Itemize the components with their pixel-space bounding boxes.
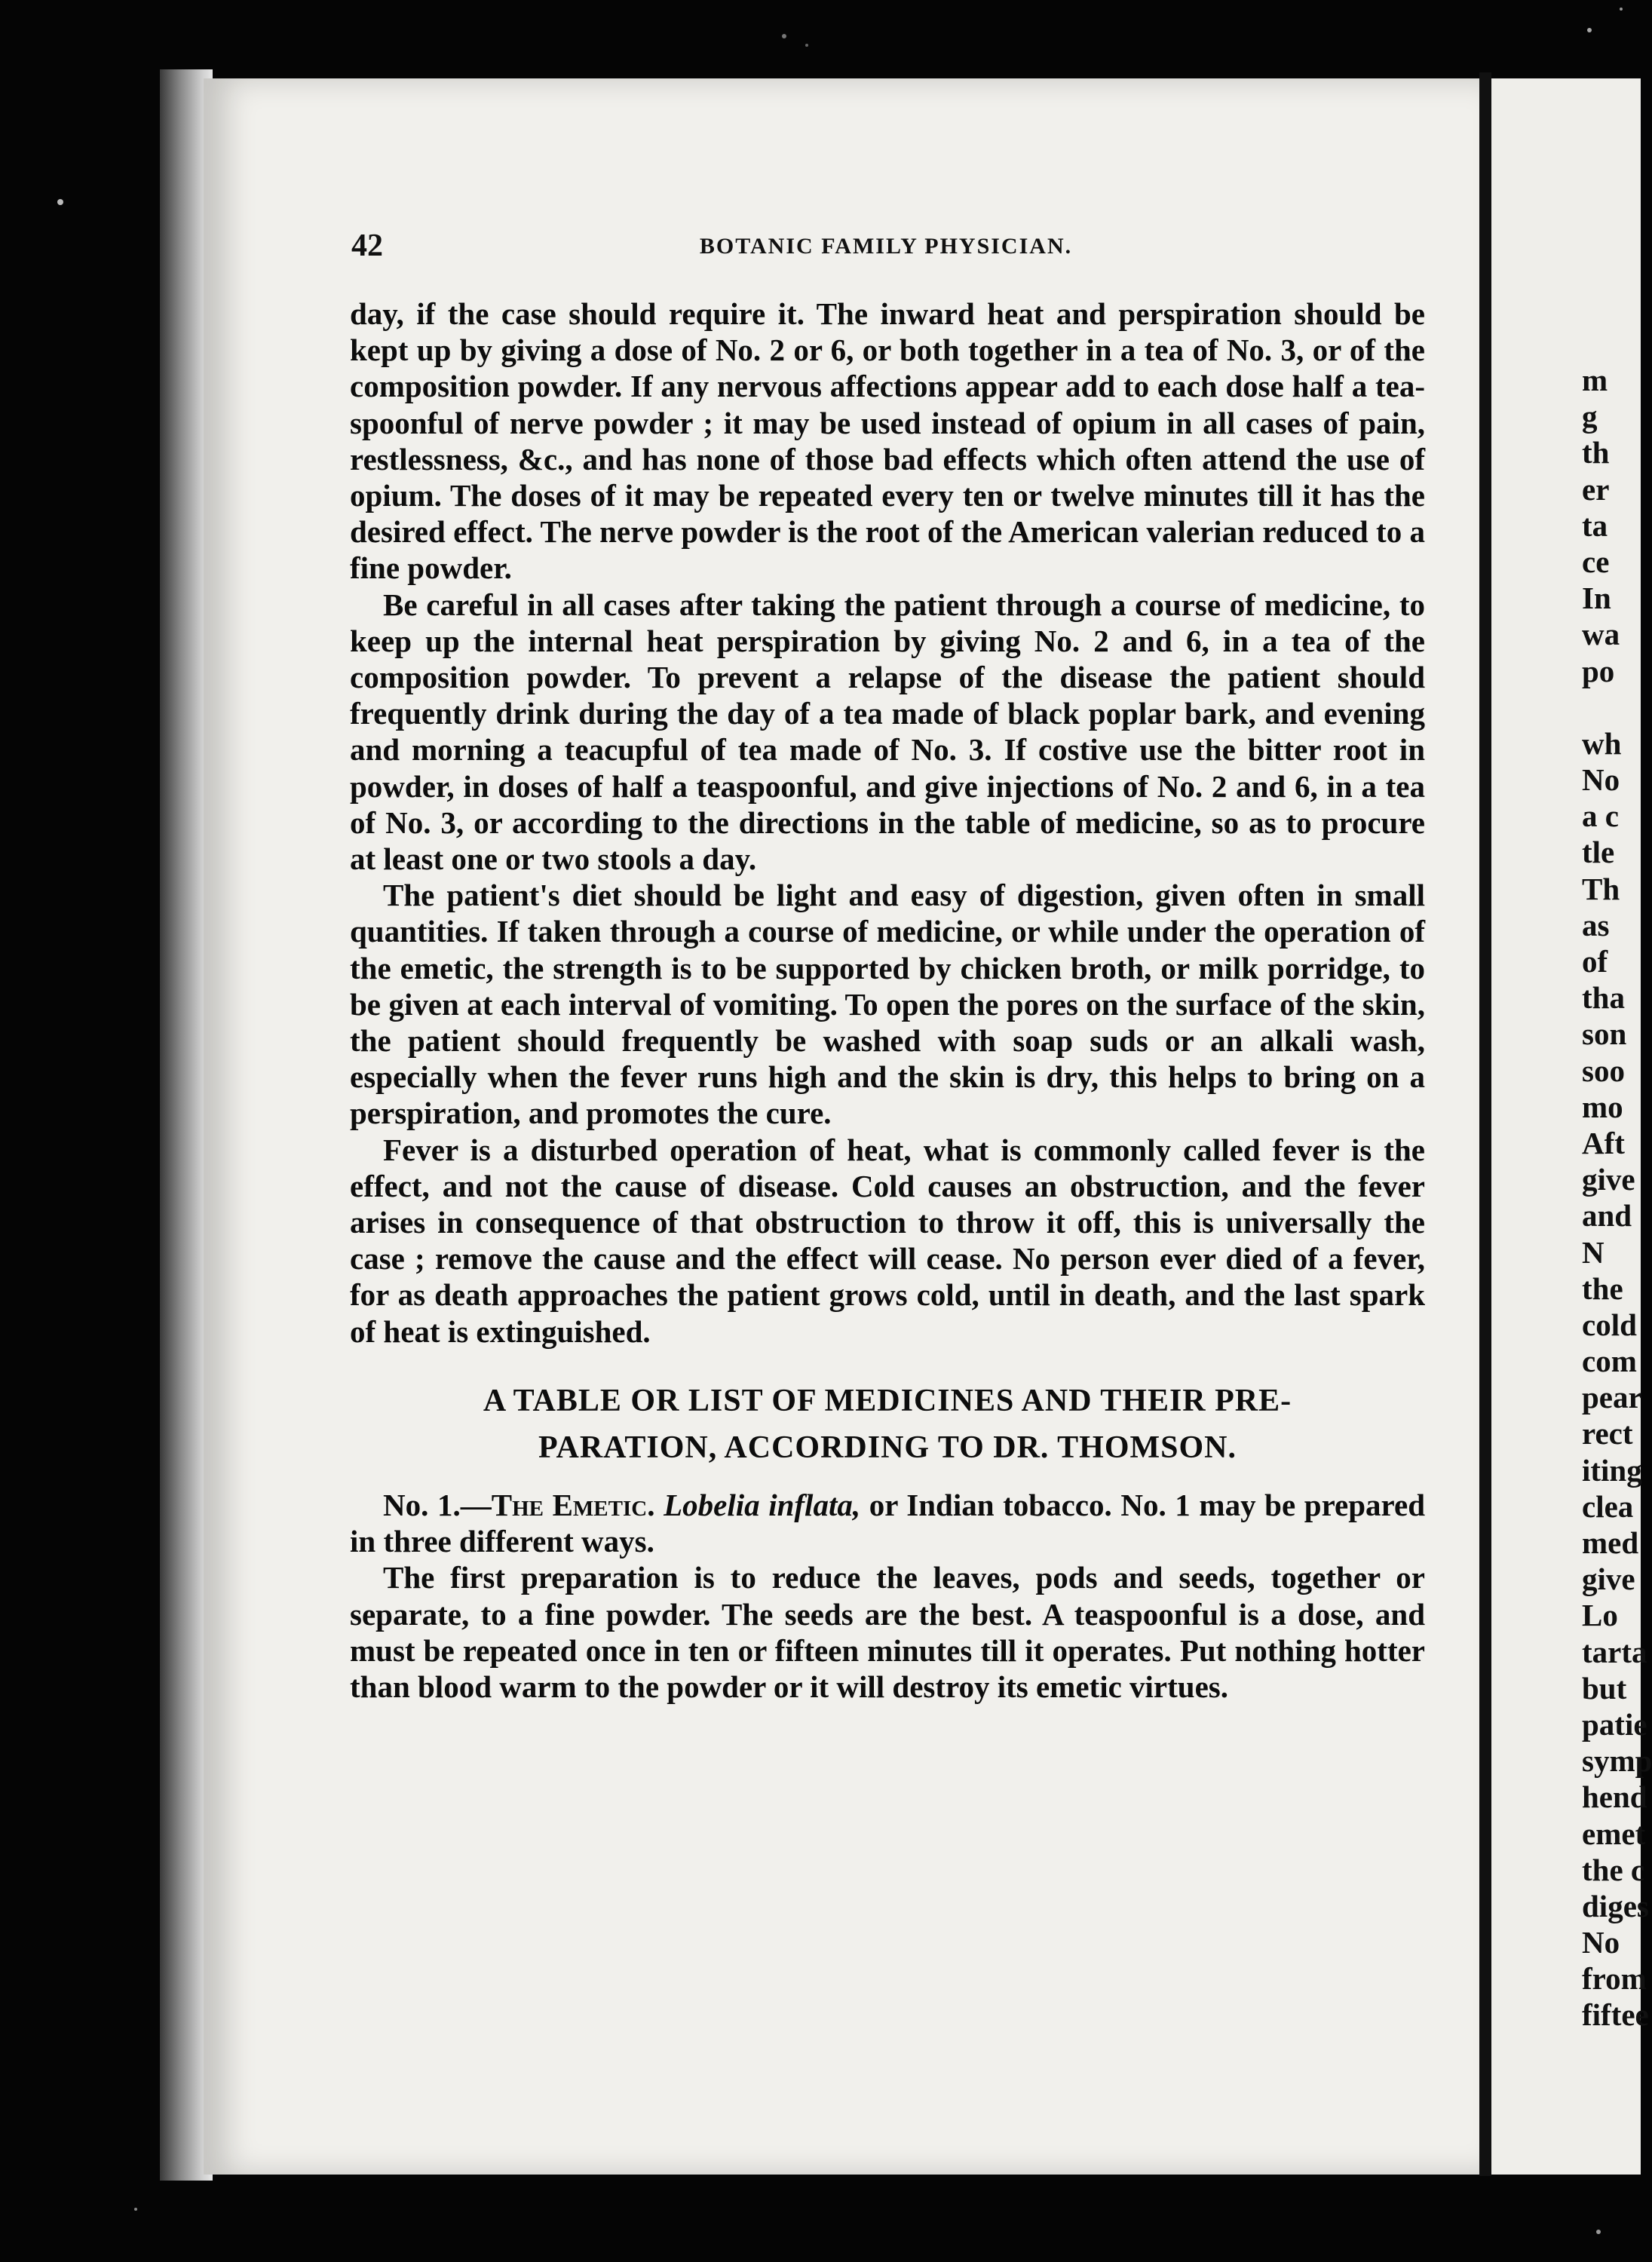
right-page-fragments [1582,362,1650,2034]
emetic-title: The Emetic. [491,1487,655,1522]
right-page-fragment: give [1582,1162,1635,1197]
right-page-fragment: tha [1582,980,1625,1016]
right-page-fragment: as [1582,907,1610,942]
right-page-fragment: son [1582,1016,1627,1052]
table-heading-line: PARATION, ACCORDING TO DR. THOMSON. [538,1430,1237,1465]
right-page-fragment: m [1582,363,1608,397]
right-page-fragment: and [1582,1198,1632,1234]
right-page-fragment: fiftee [1582,1997,1649,2033]
paragraph: The patient's diet should be light and easy of digestion, given often in small quantities. If taken through a course of medicine, or while under the operation of the emetic, the strength is to be supported by chicken broth, or milk porridge, to be given at each interval of vomiting. To open the pores on the surface of the skin, the patient should frequently be washed with soap suds or an alkali wash, especially when the fever runs high and the skin is dry, this helps to bring on a perspiration, and promotes the cure. [350,878,1425,1131]
emetic-description: or Indian tobacco. No. 1 may be prepared in three different ways. [350,1487,1425,1559]
book-gutter [1479,72,1491,2176]
right-page-fragment: Lo [1582,1598,1618,1633]
right-page-fragment: of [1582,944,1608,979]
right-page-fragment: the [1582,1270,1623,1306]
right-page-fragment: iting [1582,1452,1642,1488]
right-page-fragment: tle [1582,835,1615,870]
right-page-fragment: rect [1582,1416,1633,1451]
emetic-number: No. 1.— [383,1487,492,1522]
right-page-fragment: ta [1582,507,1608,543]
right-page-fragment: diges [1582,1888,1649,1923]
right-page-fragment: N [1582,1234,1604,1270]
right-page-fragment: mo [1582,1089,1623,1124]
right-page-fragment: a c [1582,798,1619,834]
table-heading-line: A TABLE OR LIST OF MEDICINES AND THEIR PRE- [483,1383,1292,1418]
right-page-fragment: er [1582,471,1610,507]
right-page-fragment: hend [1582,1779,1647,1815]
paragraph: day, if the case should require it. The inward heat and perspiration should be kept up by giving a dose of No. 2 or 6, or both together in a tea of No. 3, or of the composition powder. If any nervous affections appear add to each dose half a tea-spoonful of nerve powder ; it may be used instead of opium in all cases of pain, restlessness, &c., and has none of those bad effects which often attend the use of opium. The doses of it may be repeated every ten or twelve minutes till it has the desired effect. The nerve powder is the root of the American valerian reduced to a fine powder. [350,296,1425,586]
right-page-fragment [1582,689,1650,725]
right-page-fragment: give [1582,1562,1635,1597]
right-page-fragment: patie [1582,1706,1647,1742]
table-heading [350,1366,1425,1466]
right-page-fragment: ce [1582,544,1610,579]
emetic-entry [350,1487,1425,1559]
emetic-latin-name: Lobelia inflata, [664,1487,861,1522]
right-page-fragment: pear [1582,1380,1642,1415]
paragraph: The first preparation is to reduce the leaves, pods and seeds, together or separate, to a fine powder. The seeds are the best. A teaspoonful is a dose, and must be repeated once in ten or fifteen minutes till it operates. Put nothing hotter than blood warm to the powder or it will destroy its emetic virtues. [350,1560,1425,1704]
right-page-fragment: clea [1582,1488,1634,1524]
body-text [350,296,1425,1705]
right-page-fragment: symp [1582,1743,1652,1779]
right-page-fragment: com [1582,1344,1637,1379]
page-header [351,228,1421,265]
right-page-fragment: Th [1582,871,1620,906]
paragraph: Fever is a disturbed operation of heat, what is commonly called fever is the effect, and not the cause of disease. Cold causes an obstruction, and the fever arises in consequence of that obstruction to throw it off, this is universally the case ; remove the cause and the effect will cease. No person ever died of a fever, for as death approaches the patient grows cold, until in death, and the last spark of heat is extinguished. [350,1132,1425,1349]
right-page-fragment: Aft [1582,1125,1625,1160]
right-page-fragment: g [1582,399,1598,434]
right-page-fragment: soo [1582,1053,1625,1088]
right-page-fragment: No [1582,1925,1620,1960]
right-page-fragment: po [1582,653,1615,688]
right-page-fragment: but [1582,1670,1627,1706]
right-page-fragment: tarta [1582,1634,1647,1669]
paragraph: Be careful in all cases after taking the patient through a course of medicine, to keep up the internal heat perspiration by giving No. 2 and 6, in a tea of the composition powder. To prevent a relapse of the disease the patient should frequently drink during the day of a tea made of black poplar bark, and evening and morning a teacupful of tea made of No. 3. If costive use the bitter root in powder, in doses of half a teaspoonful, and give injections of No. 2 and 6, in a tea of No. 3, or according to the directions in the table of medicine, so as to procure at least one or two stools a day. [350,587,1425,877]
right-page-fragment: th [1582,435,1610,470]
right-page-fragment: emet [1582,1816,1646,1851]
right-page-fragment: med [1582,1525,1639,1560]
right-page-fragment: cold [1582,1307,1637,1342]
right-page-fragment: wa [1582,617,1620,652]
right-page-fragment: from [1582,1961,1647,1997]
running-head: BOTANIC FAMILY PHYSICIAN. [699,234,1073,259]
right-page-fragment: No [1582,762,1620,798]
right-page-fragment: wh [1582,725,1622,761]
page-number: 42 [351,228,383,263]
right-page-fragment: In [1582,581,1611,616]
right-page-fragment: the c [1582,1852,1645,1887]
